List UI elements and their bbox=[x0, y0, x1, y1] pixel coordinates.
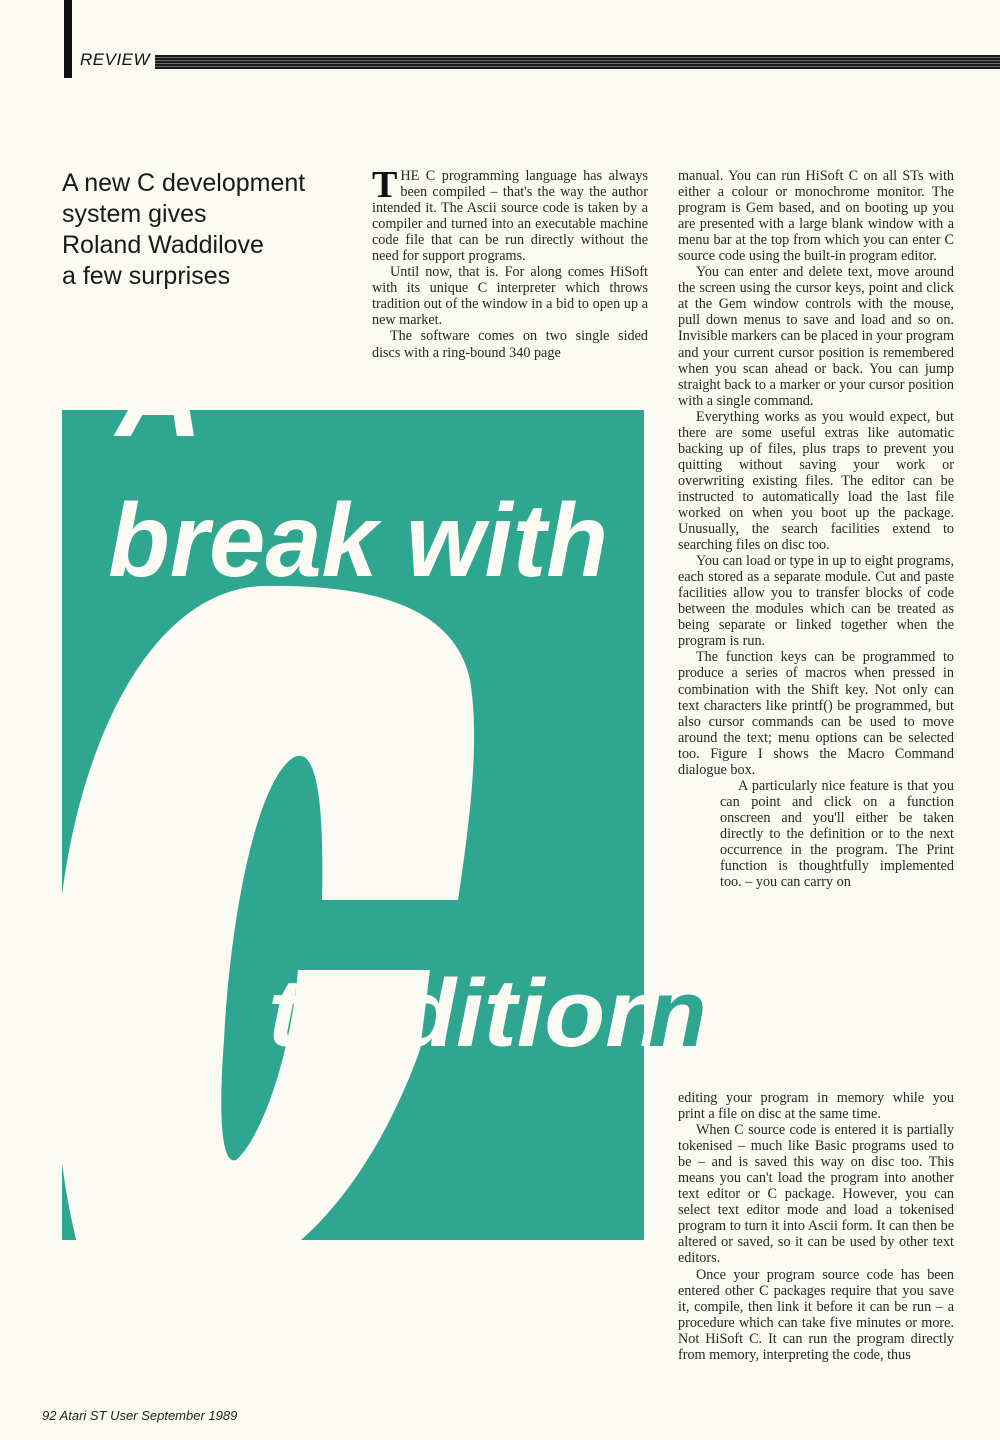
headline-word-a: A bbox=[116, 328, 203, 462]
standfirst-line: a few surprises bbox=[62, 262, 231, 290]
headline-word-break-with: break with bbox=[108, 483, 608, 599]
article-paragraph: You can enter and delete text, move around the screen using the cursor keys, point and click at the Gem window controls with the mouse, pull down menus to save and load and so on. Invisible markers can be placed in your program and your current cursor position is remembered when you scan ahead or back. You can jump straight back to a marker or your cursor position with a single command. bbox=[678, 264, 954, 409]
article-text: HE C programming language has always been compiled – that's the way the author intended it. The Ascii source code is taken by a compiler and turned into an executable machine code file that can be run directly without the need for support programs. bbox=[372, 168, 648, 265]
headline-word-tradition: tradition bbox=[268, 960, 666, 1067]
standfirst-line: A new C development bbox=[62, 169, 306, 197]
article-paragraph: The software comes on two single sided discs with a ring-bound 340 page bbox=[372, 328, 648, 361]
standfirst-line: system gives bbox=[62, 200, 207, 228]
article-paragraph: manual. You can run HiSoft C on all STs with either a colour or monochrome monitor. The program is Gem based, and on booting up you are presented with a large blank window with a menu bar at the top from which you can enter C source code using the built-in program editor. bbox=[678, 168, 954, 265]
article-column-2-tail bbox=[678, 1090, 954, 1363]
article-paragraph: Until now, that is. For along comes HiSoft with its unique C interpreter which throws tradition out of the window in a bid to open up a new market. bbox=[372, 264, 648, 329]
wrapped-paragraph-box bbox=[678, 778, 954, 890]
article-column-1 bbox=[372, 164, 648, 361]
article-paragraph: Once your program source code has been entered other C packages require that you save it, compile, then link it before it can be run – a procedure which can take five minutes or more. Not HiSoft C. It can run the program directly from memory, interpreting the code, thus bbox=[678, 1266, 954, 1363]
article-paragraph: Everything works as you would expect, but there are some useful extras like automatic backing up of files, plus traps to prevent you quitting without saving your work or overwriting existing files. The editor can be instructed to automatically load the last file worked on when you boot up the package. Unusually, the search facilities extend to searching files on disc too. bbox=[678, 408, 954, 554]
article-column-2 bbox=[678, 168, 954, 890]
drop-cap: T bbox=[372, 164, 398, 206]
headline-artwork bbox=[0, 300, 707, 1310]
article-paragraph: A particularly nice feature is that you can point and click on a function onscreen and you'll either be taken directly to the definition or to the next occurrence in the program. The Print function is thoughtfully implemented too. – you can carry on bbox=[720, 777, 954, 891]
standfirst-line: Roland Waddilove bbox=[62, 231, 264, 259]
article-paragraph: When C source code is entered it is partially tokenised – much like Basic programs used to be – and is saved this way on disc too. This means you can't load the program into another text editor or C package. However, you can select text editor mode and load a tokenised program to turn it into Ascii form. It can then be altered or saved, so it can be used by other text editors. bbox=[678, 1122, 954, 1267]
article-paragraph: You can load or type in up to eight programs, each stored as a separate module. Cut and paste facilities allow you to transfer blocks of code between the modules which can be treated as being separate or linked together when the program is run. bbox=[678, 553, 954, 650]
header-tab-marker bbox=[64, 0, 72, 78]
article-paragraph bbox=[372, 164, 648, 265]
standfirst bbox=[62, 168, 352, 292]
header-rule bbox=[155, 55, 1000, 69]
article-paragraph: editing your program in memory while you print a file on disc at the same time. bbox=[678, 1090, 954, 1123]
headline-word-tradition-overflow: n bbox=[648, 960, 707, 1067]
article-paragraph: The function keys can be programmed to produce a series of macros when pressed in combination with the Shift key. Not only can text characters like printf() be programmed, but also cursor commands can be used to move around the text; menu options can be selected too. Figure I shows the Macro Command dialogue box. bbox=[678, 649, 954, 778]
page-footer: 92 Atari ST User September 1989 bbox=[42, 1408, 238, 1423]
section-label: REVIEW bbox=[80, 50, 151, 69]
